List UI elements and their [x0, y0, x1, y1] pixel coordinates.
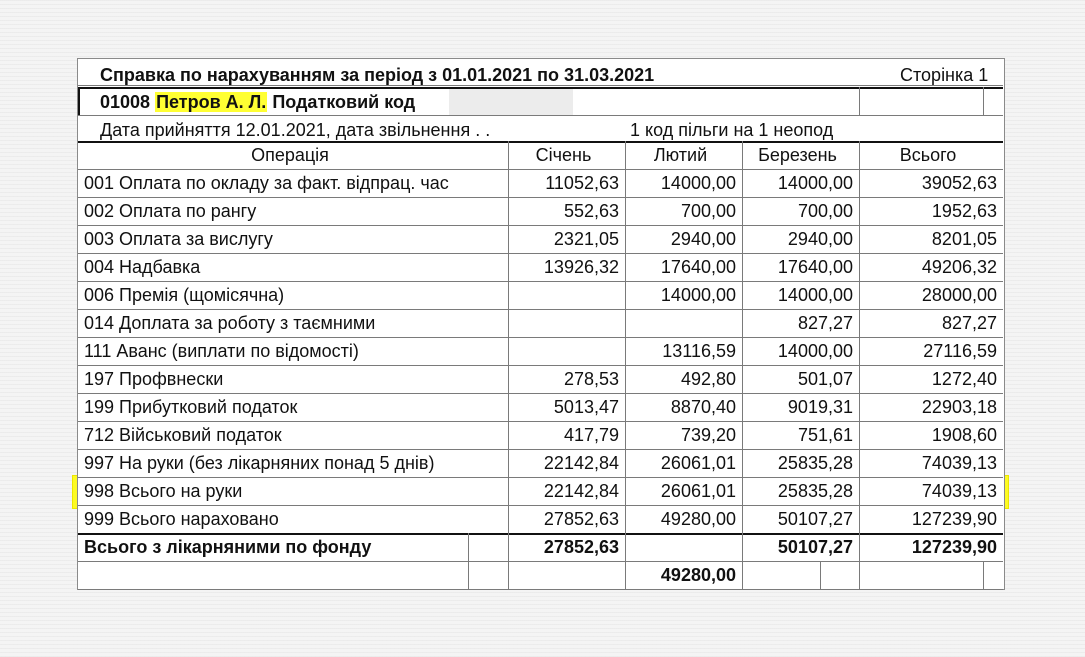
- employee-box-sep2: [983, 87, 984, 115]
- table-cell-mar: 25835,28: [777, 481, 853, 501]
- benefit-line: 1 код пільги на 1 неопод: [630, 120, 834, 140]
- table-cell-mar: 17640,00: [777, 257, 853, 277]
- employee-box-sep1: [859, 87, 860, 115]
- table-cell-jan: 22142,84: [543, 481, 619, 501]
- row-divider: [78, 281, 1003, 282]
- footer-february: 49280,00: [660, 565, 736, 585]
- table-cell-feb: 14000,00: [660, 173, 736, 193]
- column-total-header: Всього: [899, 145, 957, 165]
- row-divider: [78, 365, 1003, 366]
- column-separator: [859, 141, 860, 533]
- header-divider: [78, 85, 1003, 86]
- table-cell-total: 127239,90: [911, 509, 997, 529]
- column-separator: [742, 141, 743, 533]
- table-cell-feb: 492,80: [680, 369, 736, 389]
- footer-total: 127239,90: [911, 537, 997, 557]
- row-divider: [78, 309, 1003, 310]
- table-cell-jan: 11052,63: [545, 173, 619, 193]
- footer-separator: [742, 533, 743, 589]
- tax-code-redacted: [449, 88, 573, 115]
- table-cell-feb: 49280,00: [660, 509, 736, 529]
- table-cell-op: 004 Надбавка: [84, 257, 201, 277]
- employee-name: Петров А. Л.: [156, 92, 267, 112]
- table-cell-op: 002 Оплата по рангу: [84, 201, 257, 221]
- table-cell-mar: 501,07: [797, 369, 853, 389]
- table-cell-feb: 17640,00: [660, 257, 736, 277]
- footer-separator: [508, 533, 509, 589]
- table-cell-mar: 14000,00: [777, 173, 853, 193]
- table-cell-op: 014 Доплата за роботу з таємними: [84, 313, 376, 333]
- table-cell-total: 1908,60: [931, 425, 997, 445]
- column-january-header: Січень: [535, 145, 592, 165]
- row-divider: [78, 449, 1003, 450]
- row-divider: [78, 337, 1003, 338]
- dates-line: Дата прийняття 12.01.2021, дата звільнення . .: [100, 120, 491, 140]
- footer-top-border: [78, 533, 1003, 535]
- footer-march: 50107,27: [777, 537, 853, 557]
- table-cell-jan: 22142,84: [543, 453, 619, 473]
- table-cell-feb: 13116,59: [662, 341, 736, 361]
- table-cell-total: 27116,59: [923, 341, 997, 361]
- table-cell-feb: 26061,01: [660, 453, 736, 473]
- table-cell-total: 39052,63: [921, 173, 997, 193]
- table-cell-feb: 8870,40: [670, 397, 736, 417]
- footer-separator: [983, 561, 984, 589]
- table-cell-feb: 26061,01: [660, 481, 736, 501]
- table-cell-mar: 9019,31: [787, 397, 853, 417]
- table-cell-op: 111 Аванс (виплати по відомості): [84, 341, 359, 361]
- row-divider: [78, 505, 1003, 506]
- table-cell-total: 74039,13: [921, 481, 997, 501]
- row-divider: [78, 393, 1003, 394]
- footer-label: Всього з лікарняними по фонду: [84, 537, 372, 557]
- employee-line-top: [78, 87, 1003, 89]
- table-cell-op: 199 Прибутковий податок: [84, 397, 298, 417]
- payroll-statement: [77, 58, 1005, 590]
- table-cell-op: 003 Оплата за вислугу: [84, 229, 273, 249]
- column-separator: [508, 141, 509, 533]
- statement-title: Справка по нарахуванням за період з 01.01.2021 по 31.03.2021: [100, 65, 655, 85]
- table-cell-jan: 552,63: [563, 201, 619, 221]
- table-cell-total: 28000,00: [921, 285, 997, 305]
- table-cell-jan: 417,79: [563, 425, 619, 445]
- table-cell-jan: 13926,32: [543, 257, 619, 277]
- table-cell-mar: 2940,00: [787, 229, 853, 249]
- table-top-border: [78, 141, 1003, 143]
- column-march-header: Березень: [758, 145, 837, 165]
- table-cell-op: 999 Всього нараховано: [84, 509, 279, 529]
- employee-line-bottom: [78, 115, 1003, 116]
- table-cell-op: 001 Оплата по окладу за факт. відпрац. час: [84, 173, 449, 193]
- table-cell-total: 8201,05: [931, 229, 997, 249]
- table-cell-op: 998 Всього на руки: [84, 481, 243, 501]
- footer-separator: [820, 561, 821, 589]
- table-cell-total: 49206,32: [921, 257, 997, 277]
- row-divider: [78, 253, 1003, 254]
- column-february-header: Лютий: [653, 145, 708, 165]
- row-divider: [78, 477, 1003, 478]
- table-cell-total: 1952,63: [931, 201, 997, 221]
- table-bottom-border: [78, 589, 1003, 590]
- footer-january: 27852,63: [543, 537, 619, 557]
- table-cell-feb: 14000,00: [660, 285, 736, 305]
- employee-code: 01008: [100, 92, 151, 112]
- column-separator: [625, 141, 626, 533]
- table-cell-jan: 278,53: [563, 369, 619, 389]
- table-cell-jan: 27852,63: [543, 509, 619, 529]
- table-cell-total: 22903,18: [921, 397, 997, 417]
- row-divider: [78, 197, 1003, 198]
- table-cell-mar: 14000,00: [777, 341, 853, 361]
- footer-separator: [468, 533, 469, 589]
- table-cell-mar: 25835,28: [777, 453, 853, 473]
- table-cell-op: 997 На руки (без лікарняних понад 5 днів): [84, 453, 435, 473]
- table-cell-jan: 5013,47: [553, 397, 619, 417]
- table-cell-op: 006 Премія (щомісячна): [84, 285, 285, 305]
- row-divider: [78, 169, 1003, 170]
- row-divider: [78, 421, 1003, 422]
- table-cell-feb: 2940,00: [670, 229, 736, 249]
- table-cell-mar: 700,00: [797, 201, 853, 221]
- employee-box-left: [78, 87, 80, 115]
- table-cell-jan: 2321,05: [553, 229, 619, 249]
- table-cell-mar: 50107,27: [777, 509, 853, 529]
- footer-separator: [625, 533, 626, 589]
- page-number: Сторінка 1: [900, 65, 989, 85]
- employee-line: [100, 91, 415, 113]
- footer-separator: [859, 533, 860, 589]
- table-cell-mar: 827,27: [797, 313, 853, 333]
- tax-code-label: Податковий код: [272, 92, 416, 112]
- table-cell-feb: 700,00: [680, 201, 736, 221]
- table-cell-feb: 739,20: [680, 425, 736, 445]
- table-cell-total: 74039,13: [921, 453, 997, 473]
- footer-divider: [78, 561, 1003, 562]
- table-cell-mar: 751,61: [797, 425, 853, 445]
- table-cell-op: 712 Військовий податок: [84, 425, 282, 445]
- table-cell-op: 197 Профвнески: [84, 369, 224, 389]
- table-cell-mar: 14000,00: [777, 285, 853, 305]
- table-cell-total: 1272,40: [931, 369, 997, 389]
- table-cell-total: 827,27: [941, 313, 997, 333]
- column-operation-header: Операція: [251, 145, 329, 165]
- row-divider: [78, 225, 1003, 226]
